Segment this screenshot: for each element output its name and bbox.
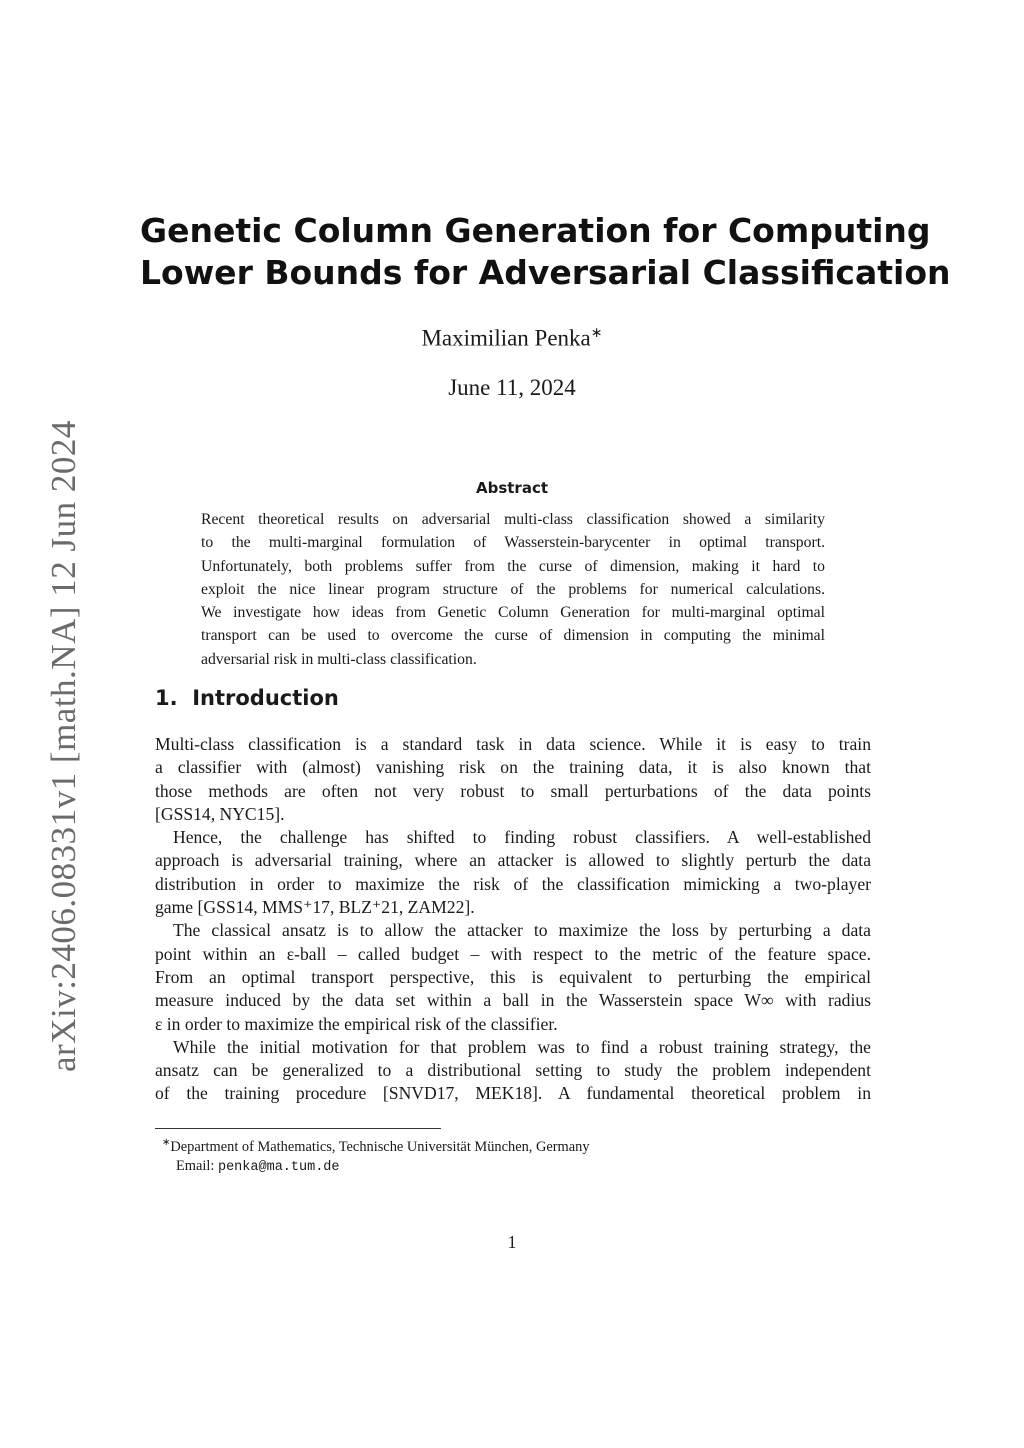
text-line: measure induced by the data set within a ball in the Wasserstein space W∞ with radius: [155, 990, 871, 1011]
author-footnote: [162, 1133, 590, 1177]
footnote-email-line: [162, 1157, 590, 1177]
abstract-line: exploit the nice linear program structure of the problems for numerical calculations.: [201, 580, 825, 598]
text-line: ansatz can be generalized to a distributional setting to study the problem independent: [155, 1060, 871, 1081]
email-link[interactable]: penka@ma.tum.de: [217, 1159, 340, 1175]
text-line: distribution in order to maximize the risk of the classification mimicking a two-player: [155, 873, 871, 894]
title-line-1: Genetic Column Generation for Computing: [140, 211, 931, 250]
text-line: ε in order to maximize the empirical risk of the classifier.: [155, 1013, 558, 1034]
abstract-heading: Abstract: [475, 479, 549, 497]
section-number: 1.: [155, 686, 178, 710]
author-name-text: Maximilian Penka: [421, 325, 591, 351]
abstract-line: transport can be used to overcome the curse of dimension in computing the minimal: [201, 627, 825, 645]
text-line: [GSS14, NYC15].: [155, 803, 285, 824]
introduction-body: [155, 733, 871, 1106]
text-line: of the training procedure [SNVD17, MEK18]. A fundamental theoretical problem in: [155, 1083, 871, 1104]
text-line: approach is adversarial training, where an attacker is allowed to slightly perturb the data: [155, 850, 871, 871]
title-line-2: Lower Bounds for Adversarial Classification: [140, 253, 951, 292]
arxiv-identifier-stamp[interactable]: arXiv:2406.08331v1 [math.NA] 12 Jun 2024: [44, 420, 83, 1072]
paragraph-2: [155, 826, 871, 919]
section-heading-introduction: [155, 686, 339, 710]
text-line: game [GSS14, MMS⁺17, BLZ⁺21, ZAM22].: [155, 897, 475, 918]
paragraph-3: [155, 919, 871, 1035]
page-number: 1: [507, 1232, 517, 1252]
abstract-line: We investigate how ideas from Genetic Column Generation for multi-marginal optimal: [201, 604, 825, 622]
author-footnote-mark[interactable]: ∗: [590, 326, 603, 341]
abstract-text: [201, 510, 825, 673]
footnote-affiliation: Department of Mathematics, Technische Universität München, Germany: [170, 1138, 590, 1155]
abstract-line: to the multi-marginal formulation of Wasserstein-barycenter in optimal transport.: [201, 534, 825, 552]
text-line: The classical ansatz is to allow the attacker to maximize the loss by perturbing a data: [173, 920, 871, 941]
text-line: From an optimal transport perspective, this is equivalent to perturbing the empirical: [155, 966, 871, 987]
text-line: Hence, the challenge has shifted to finding robust classifiers. A well-established: [173, 827, 871, 848]
paper-title: [140, 210, 951, 294]
text-line: point within an ε-ball – called budget – with respect to the metric of the feature space.: [155, 943, 871, 964]
section-title: Introduction: [192, 686, 339, 710]
email-label: Email:: [176, 1157, 215, 1174]
footnote-affiliation-line: [162, 1133, 590, 1157]
abstract-line: Recent theoretical results on adversarial multi-class classification showed a similarity: [201, 511, 825, 528]
text-line: those methods are often not very robust to small perturbations of the data points: [155, 780, 871, 801]
publication-date: June 11, 2024: [448, 375, 576, 400]
text-line: a classifier with (almost) vanishing risk on the training data, it is also known that: [155, 757, 871, 778]
footnote-divider: [155, 1128, 441, 1129]
abstract-line: adversarial risk in multi-class classification.: [201, 650, 477, 668]
paragraph-4: [155, 1036, 871, 1106]
text-line: While the initial motivation for that problem was to find a robust training strategy, the: [173, 1036, 871, 1057]
footnote-mark: ∗: [162, 1137, 171, 1148]
abstract-line: Unfortunately, both problems suffer from the curse of dimension, making it hard to: [201, 557, 825, 575]
paragraph-1: [155, 733, 871, 826]
text-line: Multi-class classification is a standard task in data science. While it is easy to train: [155, 734, 871, 754]
author-name: [0, 325, 1024, 352]
